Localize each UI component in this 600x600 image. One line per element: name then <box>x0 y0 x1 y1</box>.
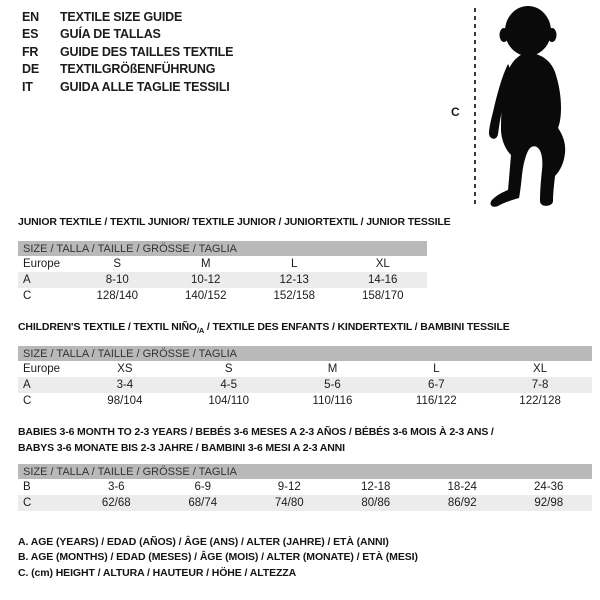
size-cell: 4-5 <box>220 379 237 391</box>
lang-text: TEXTILE SIZE GUIDE <box>60 10 183 24</box>
row-label: Europe <box>23 363 61 375</box>
size-cell: 140/152 <box>184 290 227 302</box>
size-cell: L <box>433 363 440 375</box>
lang-text: GUIDA ALLE TAGLIE TESSILI <box>60 79 230 94</box>
lang-row-en <box>22 9 233 26</box>
children-size-table <box>18 346 592 409</box>
lang-code: FR <box>22 44 39 59</box>
size-cell: 9-12 <box>277 481 301 493</box>
size-cell: S <box>113 258 122 270</box>
size-cell: 80/86 <box>361 497 391 509</box>
size-cell: M <box>200 258 211 270</box>
children-title-text: CHILDREN'S TEXTILE / TEXTIL NIÑO <box>18 321 197 333</box>
babies-title-line-2: BABYS 3-6 MONATE BIS 2-3 JAHRE / BAMBINI 3-6 MESI A 2-3 ANNI <box>18 441 345 454</box>
size-cell: S <box>224 363 233 375</box>
size-cell: 5-6 <box>324 379 341 391</box>
size-cell: 110/116 <box>312 395 353 407</box>
table-row <box>18 272 427 288</box>
size-cell: 152/158 <box>273 290 316 302</box>
babies-section-title <box>18 425 494 456</box>
lang-text: GUIDE DES TAILLES TEXTILE <box>60 44 234 59</box>
row-label: C <box>23 290 32 302</box>
table-row <box>18 256 427 272</box>
row-label: A <box>23 274 31 286</box>
size-cell: 104/110 <box>208 395 250 407</box>
legend-line-c: C. (cm) HEIGHT / ALTURA / HAUTEUR / HÖHE / ALTEZZA <box>18 566 297 579</box>
size-cell: 74/80 <box>274 497 304 509</box>
lang-row-it <box>22 79 233 96</box>
children-section-title <box>18 320 510 339</box>
junior-title-text: JUNIOR TEXTILE / TEXTIL JUNIOR/ TEXTILE JUNIOR / JUNIORTEXTIL / JUNIOR TESSILE <box>18 216 451 228</box>
legend-line-a: A. AGE (YEARS) / EDAD (AÑOS) / ÂGE (ANS) / ALTER (JAHRE) / ETÀ (ANNI) <box>18 536 389 548</box>
language-header <box>22 9 233 96</box>
size-cell: 158/170 <box>361 290 404 302</box>
size-cell: 14-16 <box>368 274 398 286</box>
size-cell: 128/140 <box>96 290 139 302</box>
size-cell: 122/128 <box>519 395 561 407</box>
size-cell: 6-9 <box>194 481 212 493</box>
children-title-text: / TEXTILE DES ENFANTS / KINDERTEXTIL / BAMBINI TESSILE <box>204 321 510 333</box>
lang-text: GUÍA DE TALLAS <box>60 27 161 42</box>
size-cell: M <box>327 363 338 375</box>
size-cell: L <box>291 258 298 270</box>
row-label: C <box>23 395 32 407</box>
height-measure-label: C <box>451 105 460 119</box>
size-cell: 116/122 <box>415 395 457 407</box>
table-row <box>18 479 592 495</box>
junior-size-table <box>18 241 427 304</box>
size-cell: 92/98 <box>534 497 564 509</box>
measurement-legend <box>18 535 418 581</box>
babies-size-table <box>18 464 592 511</box>
size-cell: 6-7 <box>427 379 445 391</box>
toddler-silhouette-image <box>486 4 588 210</box>
junior-section-title <box>18 215 450 231</box>
lang-code: DE <box>22 62 39 77</box>
size-header-bar: SIZE / TALLA / TAILLE / GRÖSSE / TAGLIA <box>18 346 592 361</box>
size-cell: 12-13 <box>279 274 309 286</box>
height-measure-dashed-line <box>474 8 476 206</box>
size-cell: XS <box>117 363 133 375</box>
size-cell: 3-4 <box>116 379 134 391</box>
lang-code: ES <box>22 27 39 42</box>
row-label: C <box>23 497 32 509</box>
legend-line-b: B. AGE (MONTHS) / EDAD (MESES) / ÂGE (MOIS) / ALTER (MONATE) / ETÀ (MESI) <box>18 551 418 564</box>
size-cell: 10-12 <box>191 274 221 286</box>
lang-code: EN <box>22 10 39 24</box>
lang-row-fr <box>22 44 233 61</box>
size-cell: 3-6 <box>107 481 125 493</box>
size-cell: 12-18 <box>361 481 391 493</box>
table-row <box>18 288 427 304</box>
size-header-bar: SIZE / TALLA / TAILLE / GRÖSSE / TAGLIA <box>18 241 427 256</box>
lang-row-es <box>22 26 233 43</box>
lang-text: TEXTILGRÖßENFÜHRUNG <box>60 62 216 77</box>
table-row <box>18 377 592 393</box>
size-cell: 68/74 <box>188 497 218 509</box>
size-cell: 7-8 <box>531 379 549 391</box>
size-cell: 8-10 <box>105 274 129 286</box>
size-cell: XL <box>533 363 548 375</box>
babies-title-line-1: BABIES 3-6 MONTH TO 2-3 YEARS / BEBÉS 3-6 MESES A 2-3 AÑOS / BÉBÉS 3-6 MOIS À 2-3 ANS / <box>18 426 494 438</box>
row-label: B <box>23 481 31 493</box>
size-cell: 18-24 <box>447 481 477 493</box>
size-cell: 86/92 <box>447 497 477 509</box>
size-cell: 62/68 <box>101 497 131 509</box>
table-row <box>18 361 592 377</box>
table-row <box>18 393 592 409</box>
children-title-subscript: /A <box>196 326 205 336</box>
lang-row-de <box>22 61 233 78</box>
row-label: Europe <box>23 258 61 270</box>
size-cell: 24-36 <box>534 481 564 493</box>
size-cell: 98/104 <box>107 395 143 407</box>
lang-code: IT <box>22 79 33 94</box>
row-label: A <box>23 379 31 391</box>
size-cell: XL <box>375 258 390 270</box>
size-header-bar: SIZE / TALLA / TAILLE / GRÖSSE / TAGLIA <box>18 464 592 479</box>
table-row <box>18 495 592 511</box>
